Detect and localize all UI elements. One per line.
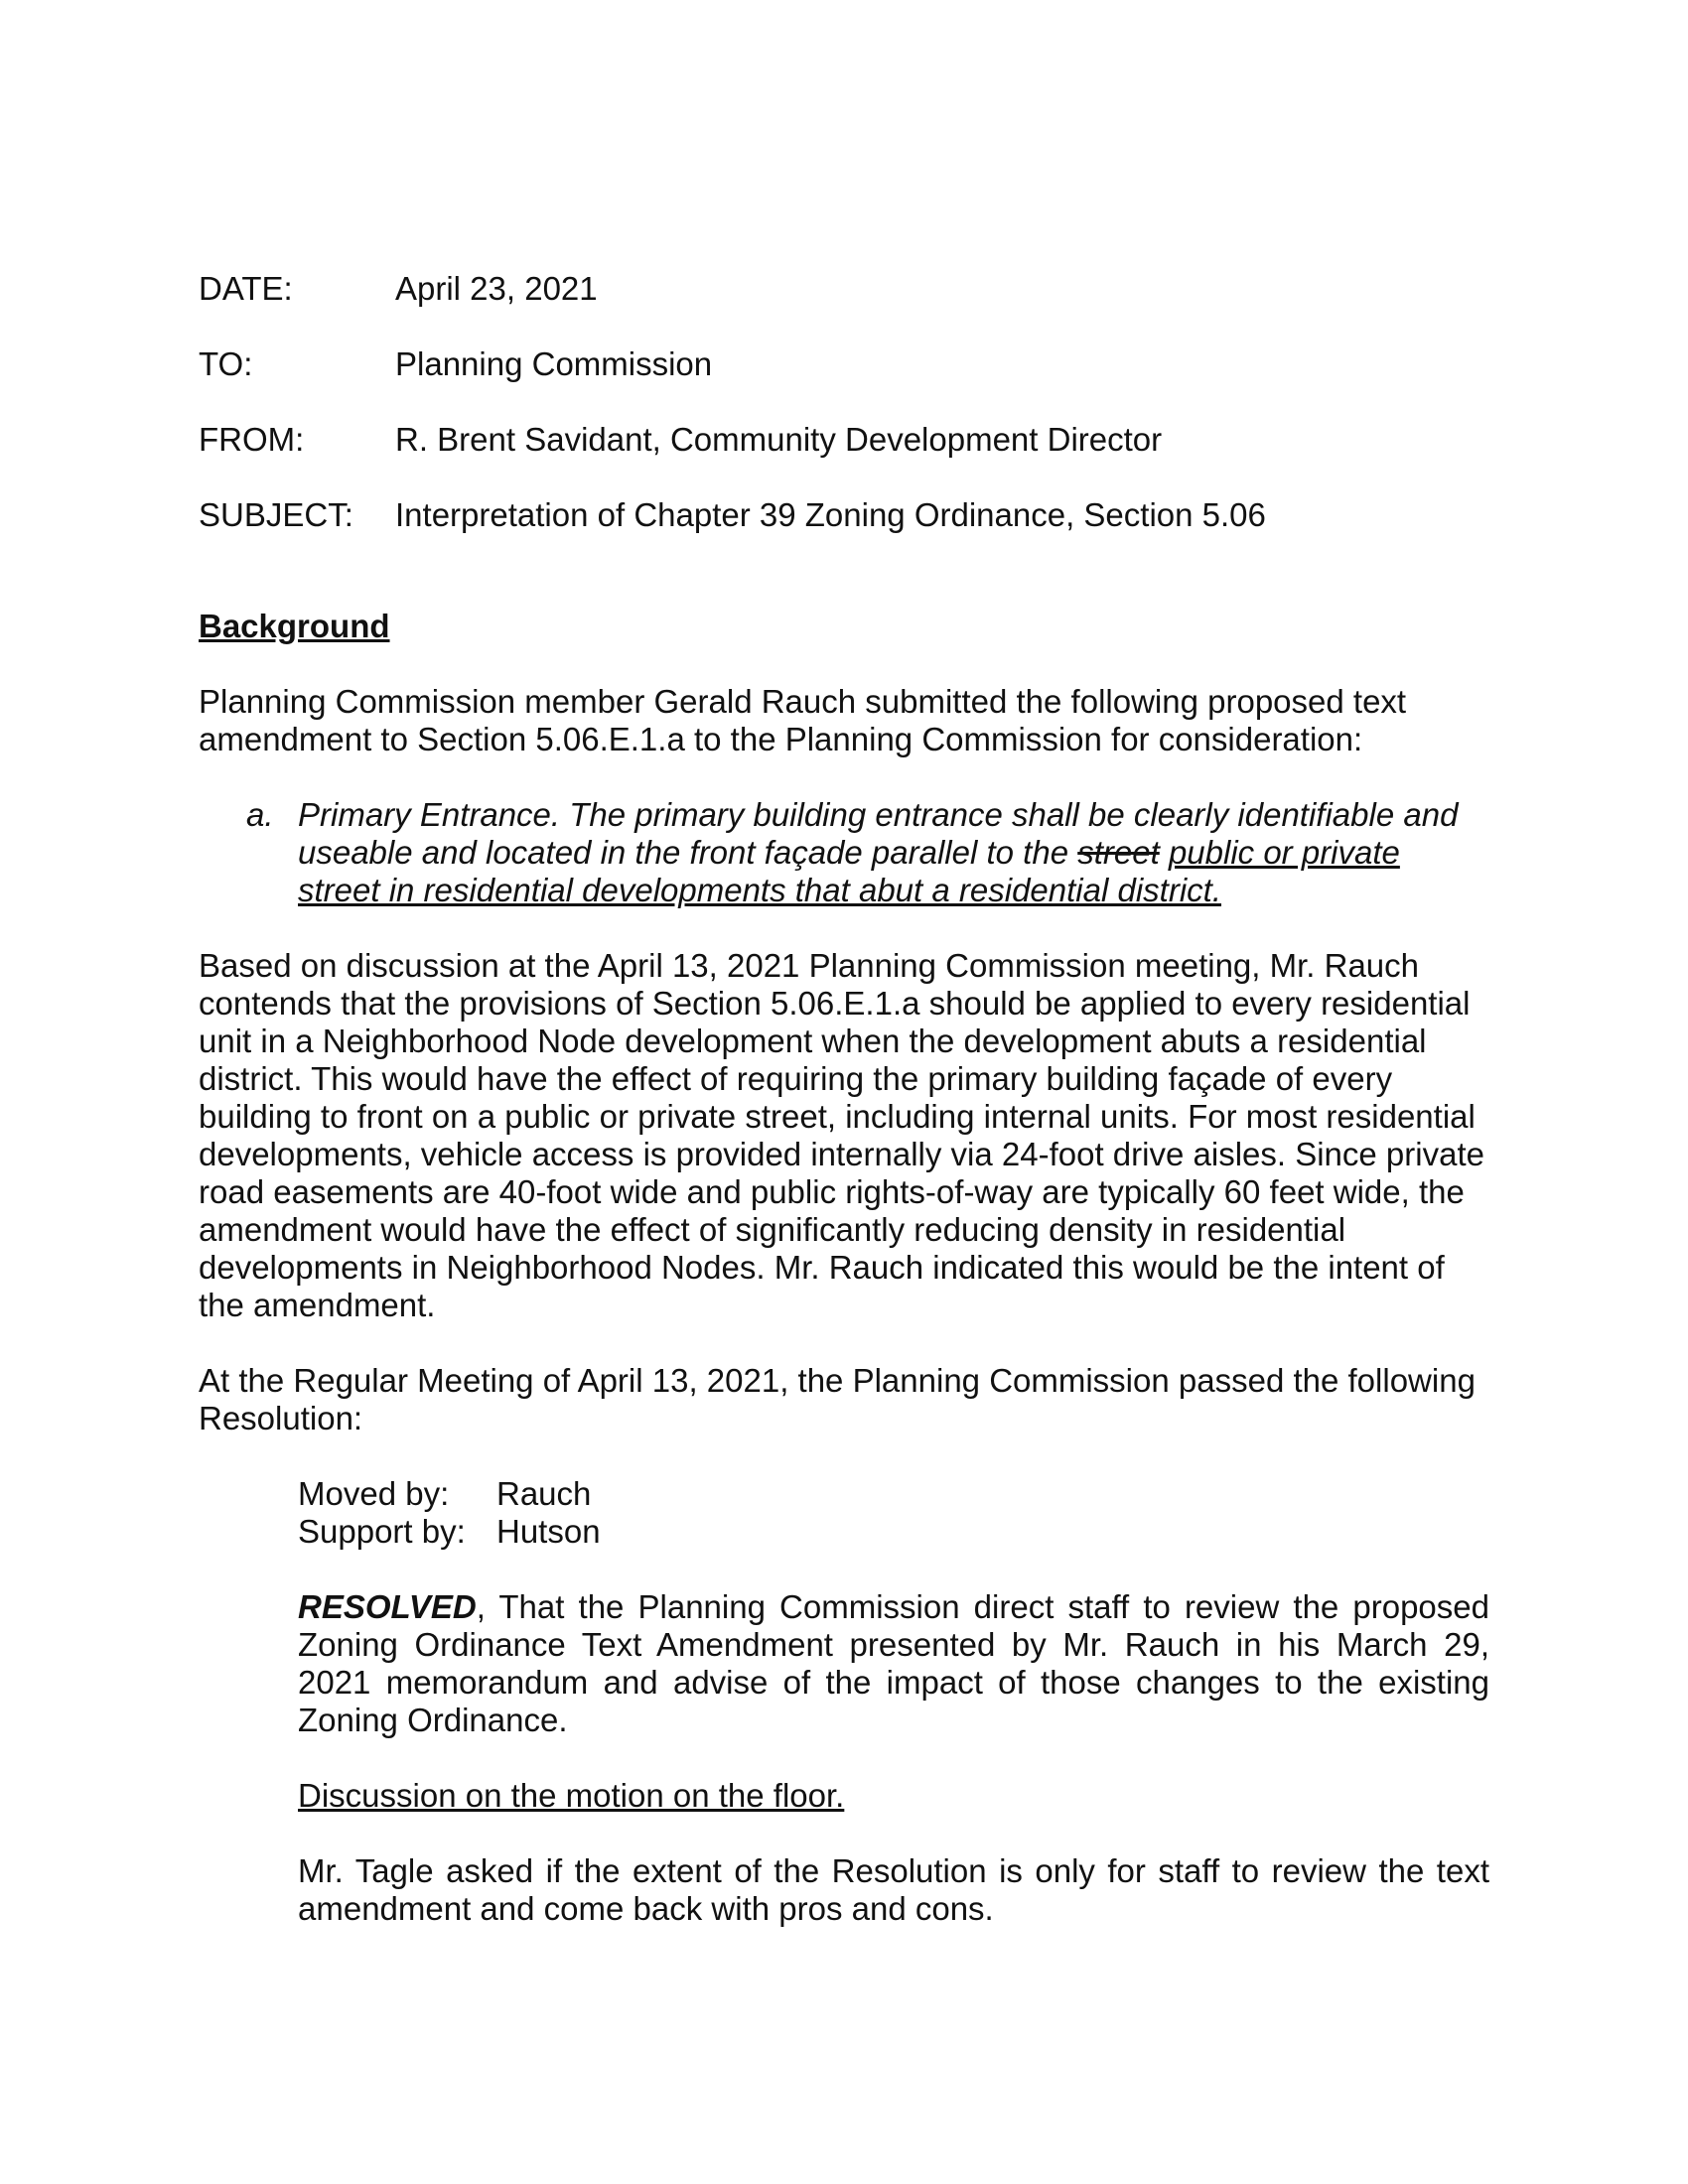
support-label: Support by: — [298, 1513, 466, 1550]
date-row — [199, 270, 1489, 308]
from-value: R. Brent Savidant, Community Development Director — [395, 421, 1163, 458]
tagle-paragraph: Mr. Tagle asked if the extent of the Resolution is only for staff to review the text amendment and come back with pros and cons. — [298, 1852, 1489, 1927]
from-label: FROM: — [199, 421, 305, 458]
from-row — [199, 421, 1489, 459]
subject-row — [199, 496, 1489, 534]
background-discussion: Based on discussion at the April 13, 2021 Planning Commission meeting, Mr. Rauch contends that the provisions of Section 5.06.E.1.a should be applied to every residential unit in a Neighborhood Node development when the development abuts a residential district. This would have the effect of requiring the primary building façade of every building to front on a public or private street, including internal units. For most residential developments, vehicle access is provided internally via 24-foot drive aisles. Since private road easements are 40-foot wide and public rights-of-way are typically 60 feet wide, the amendment would have the effect of significantly reducing density in residential developments in Neighborhood Nodes. Mr. Rauch indicated this would be the intent of the amendment. — [199, 947, 1484, 1323]
background-intro: Planning Commission member Gerald Rauch submitted the following proposed text amendment to Section 5.06.E.1.a to the Planning Commission for consideration: — [199, 683, 1407, 757]
resolved-word: RESOLVED — [298, 1588, 477, 1625]
background-heading: Background — [199, 608, 390, 644]
discussion-heading — [298, 1777, 1489, 1815]
to-value: Planning Commission — [395, 345, 713, 382]
moved-label: Moved by: — [298, 1475, 450, 1512]
moved-row — [298, 1475, 1489, 1513]
to-label: TO: — [199, 345, 253, 382]
meeting-paragraph: At the Regular Meeting of April 13, 2021, the Planning Commission passed the following Resolution: — [199, 1362, 1476, 1436]
subject-label: SUBJECT: — [199, 496, 353, 533]
support-value: Hutson — [496, 1513, 601, 1550]
amendment-added-text: public or private street in residential developments that abut a residential district. — [298, 834, 1400, 908]
amendment-item-text — [298, 796, 1489, 909]
discussion-heading-text: Discussion on the motion on the floor. — [298, 1777, 845, 1814]
moved-value: Rauch — [496, 1475, 592, 1512]
memo-page — [199, 270, 1489, 1966]
amendment-item-marker: a. — [246, 796, 274, 833]
amendment-item — [246, 796, 1489, 909]
amendment-struck-text: street — [1077, 834, 1160, 871]
to-row — [199, 345, 1489, 383]
resolved-text: , That the Planning Commission direct staff to review the proposed Zoning Ordinance Text Amendment presented by Mr. Rauch in his March 29, 2021 memorandum and advise of the impact of those changes to the existing Zoning Ordinance. — [298, 1588, 1489, 1738]
amendment-text-start: Primary Entrance. The primary building entrance shall be clearly identifiable and useable and located in the front façade parallel to the — [298, 796, 1459, 871]
date-label: DATE: — [199, 270, 293, 307]
date-value: April 23, 2021 — [395, 270, 598, 307]
motion-block — [298, 1475, 1489, 1551]
resolved-paragraph — [298, 1588, 1489, 1739]
support-row — [298, 1513, 1489, 1551]
subject-value: Interpretation of Chapter 39 Zoning Ordinance, Section 5.06 — [395, 496, 1266, 533]
